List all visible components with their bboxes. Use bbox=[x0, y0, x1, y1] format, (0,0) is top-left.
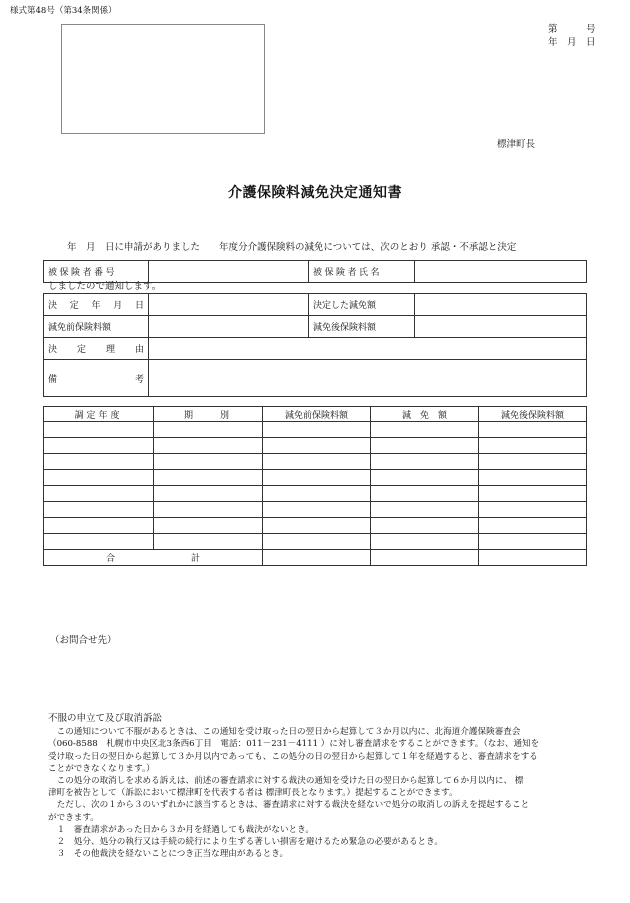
decision-reason-field[interactable] bbox=[149, 338, 587, 360]
label-char: 由 bbox=[134, 345, 144, 355]
amount-cell[interactable] bbox=[263, 486, 371, 502]
contact-label: （お問合せ先） bbox=[50, 635, 117, 646]
intro-line: しましたので通知します。 bbox=[48, 281, 162, 292]
header-fiscal-year: 調定年度 bbox=[44, 407, 154, 422]
amount-cell[interactable] bbox=[479, 422, 587, 438]
label-char: 決 bbox=[48, 301, 58, 311]
amount-cell[interactable] bbox=[154, 502, 263, 518]
amount-cell[interactable] bbox=[263, 534, 371, 550]
amount-cell[interactable] bbox=[263, 502, 371, 518]
appeal-line: ことができなくなります。） bbox=[48, 763, 155, 774]
label-char: 定 bbox=[69, 301, 79, 311]
label-char: 合 bbox=[105, 554, 115, 564]
appeal-line: ができます。 bbox=[48, 812, 99, 823]
insured-name-field[interactable] bbox=[415, 261, 587, 283]
decision-table bbox=[43, 293, 587, 397]
amount-cell[interactable] bbox=[479, 518, 587, 534]
amount-cell[interactable] bbox=[263, 422, 371, 438]
label-char: 理 bbox=[105, 345, 115, 355]
amount-row bbox=[44, 438, 587, 454]
amount-row bbox=[44, 422, 587, 438]
amount-cell[interactable] bbox=[44, 534, 154, 550]
address-window-box bbox=[61, 24, 265, 134]
amount-cell[interactable] bbox=[263, 454, 371, 470]
total-after-field[interactable] bbox=[479, 550, 587, 566]
amount-table-body bbox=[44, 422, 587, 550]
after-premium-field[interactable] bbox=[415, 316, 587, 338]
amount-cell[interactable] bbox=[371, 502, 479, 518]
decision-date-field[interactable] bbox=[149, 294, 309, 316]
header-before-premium: 減免前保険料額 bbox=[263, 407, 371, 422]
amount-cell[interactable] bbox=[371, 534, 479, 550]
reduced-amount-label: 決定した減免額 bbox=[309, 294, 415, 316]
appeal-line: 津町を被告として（訴訟において標津町を代表する者は 標津町長となります。）提起することができます。 bbox=[48, 788, 458, 799]
intro-line: 年 月 日に申請がありました 年度分介護保険料の減免については、次のとおり 承認・不承認と決定 bbox=[48, 242, 517, 253]
amount-cell[interactable] bbox=[154, 518, 263, 534]
label-char: 決 bbox=[48, 345, 58, 355]
amount-cell[interactable] bbox=[479, 438, 587, 454]
appeal-line: ２ 処分、処分の執行又は手続の続行により生ずる著しい損害を避けるため緊急の必要があるとき。 bbox=[48, 837, 443, 848]
form-code: 様式第48号（第34条関係） bbox=[10, 6, 117, 16]
amount-cell[interactable] bbox=[44, 454, 154, 470]
label-char: 計 bbox=[190, 554, 200, 564]
appeal-text bbox=[48, 726, 614, 860]
remarks-field[interactable] bbox=[149, 360, 587, 397]
amount-cell[interactable] bbox=[44, 470, 154, 486]
amount-row bbox=[44, 518, 587, 534]
amount-cell[interactable] bbox=[371, 454, 479, 470]
document-title: 介護保険料減免決定通知書 bbox=[228, 185, 402, 201]
amount-cell[interactable] bbox=[479, 470, 587, 486]
label-char: 年 bbox=[91, 301, 101, 311]
appeal-line: ３ その他裁決を経ないことにつき正当な理由があるとき。 bbox=[48, 849, 289, 860]
amount-row bbox=[44, 470, 587, 486]
header-reduction: 減 免 額 bbox=[371, 407, 479, 422]
issuer-name: 標津町長 bbox=[497, 139, 536, 150]
appeal-line: ただし、次の１から３のいずれかに該当するときは、審査請求に対する裁決を経ないで処分の取消しの訴えを提起すること bbox=[48, 800, 530, 811]
amount-row bbox=[44, 454, 587, 470]
header-after-premium: 減免後保険料額 bbox=[479, 407, 587, 422]
appeal-line: この処分の取消しを求める訴えは、前述の審査請求に対する裁決の通知を受けた日の翌日から起算して６か月以内に、 標 bbox=[48, 776, 524, 787]
amount-cell[interactable] bbox=[371, 518, 479, 534]
decision-reason-label bbox=[44, 338, 149, 360]
amount-row bbox=[44, 486, 587, 502]
before-premium-field[interactable] bbox=[149, 316, 309, 338]
header-period: 期 別 bbox=[154, 407, 263, 422]
amount-cell[interactable] bbox=[263, 518, 371, 534]
appeal-heading: 不服の申立て及び取消訴訟 bbox=[48, 713, 163, 724]
before-premium-label: 減免前保険料額 bbox=[44, 316, 149, 338]
appeal-line: この通知について不服があるときは、この通知を受け取った日の翌日から起算して３か月以内に、北海道介護保険審査会 bbox=[48, 727, 521, 738]
amount-cell[interactable] bbox=[371, 422, 479, 438]
decision-date-label bbox=[44, 294, 149, 316]
reduced-amount-field[interactable] bbox=[415, 294, 587, 316]
document-number-label: 第 号 bbox=[548, 24, 596, 35]
insured-number-label: 被保険者番号 bbox=[44, 261, 149, 283]
amount-cell[interactable] bbox=[154, 486, 263, 502]
amount-cell[interactable] bbox=[371, 486, 479, 502]
amount-cell[interactable] bbox=[263, 470, 371, 486]
appeal-line: 受け取った日の翌日から起算して３か月以内であっても、この処分の日の翌日から起算して１年を経過すると、審査請求をする bbox=[48, 751, 538, 762]
amount-cell[interactable] bbox=[371, 438, 479, 454]
amount-cell[interactable] bbox=[44, 518, 154, 534]
insured-number-field[interactable] bbox=[149, 261, 309, 283]
total-reduction-field[interactable] bbox=[371, 550, 479, 566]
amount-cell[interactable] bbox=[44, 438, 154, 454]
document-date-label: 年 月 日 bbox=[548, 37, 596, 48]
remarks-label bbox=[44, 360, 149, 397]
amount-cell[interactable] bbox=[154, 470, 263, 486]
document-number-block bbox=[548, 23, 596, 49]
amount-cell[interactable] bbox=[154, 454, 263, 470]
total-label bbox=[44, 550, 263, 566]
amount-cell[interactable] bbox=[44, 502, 154, 518]
amount-cell[interactable] bbox=[479, 502, 587, 518]
after-premium-label: 減免後保険料額 bbox=[309, 316, 415, 338]
total-before-field[interactable] bbox=[263, 550, 371, 566]
appeal-line: １ 審査請求があった日から３か月を経過しても裁決がないとき。 bbox=[48, 824, 314, 835]
amount-cell[interactable] bbox=[263, 438, 371, 454]
label-char: 考 bbox=[134, 374, 144, 385]
amount-row bbox=[44, 502, 587, 518]
label-char: 備 bbox=[48, 374, 58, 385]
amount-cell[interactable] bbox=[154, 534, 263, 550]
amount-cell[interactable] bbox=[479, 454, 587, 470]
amount-cell[interactable] bbox=[371, 470, 479, 486]
appeal-line: （060-8588 札幌市中央区北3条西6丁目 電話：011－231－4111 ）に対し審査請求をすることができます。（なお、通知を bbox=[48, 739, 540, 750]
amount-row bbox=[44, 534, 587, 550]
label-char: 定 bbox=[76, 345, 86, 355]
amount-cell[interactable] bbox=[154, 438, 263, 454]
label-char: 月 bbox=[113, 301, 123, 311]
amount-table bbox=[43, 406, 587, 566]
amount-cell[interactable] bbox=[479, 486, 587, 502]
amount-cell[interactable] bbox=[44, 422, 154, 438]
amount-cell[interactable] bbox=[154, 422, 263, 438]
insured-name-label: 被保険者氏名 bbox=[309, 261, 415, 283]
amount-cell[interactable] bbox=[479, 534, 587, 550]
appeal-section bbox=[48, 713, 614, 860]
insured-table bbox=[43, 260, 587, 283]
label-char: 日 bbox=[134, 301, 144, 311]
amount-cell[interactable] bbox=[44, 486, 154, 502]
